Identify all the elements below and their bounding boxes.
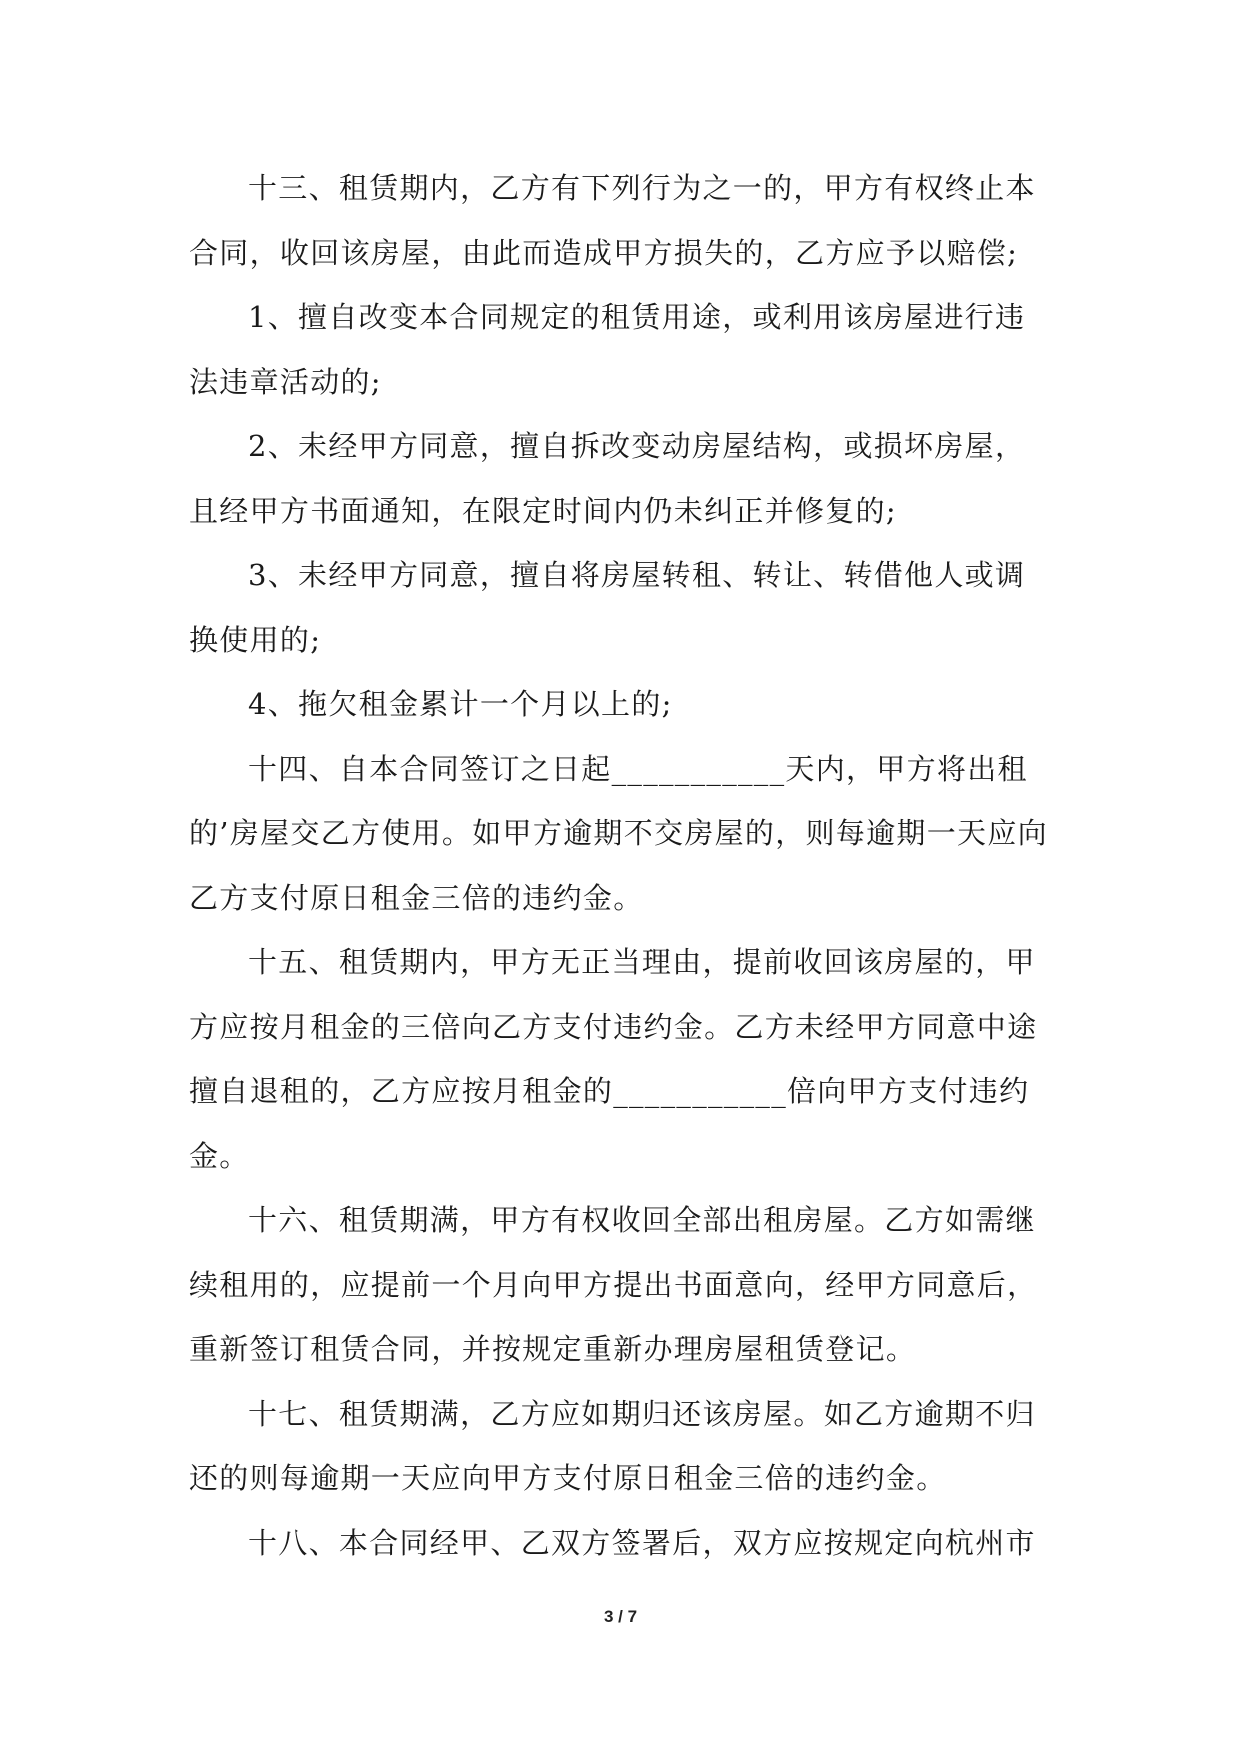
clause-13: 十三、租赁期内，乙方有下列行为之一的，甲方有权终止本合同，收回该房屋，由此而造成甲方损失的，乙方应予以赔偿;	[189, 171, 1036, 270]
clause-13-item-2: 2、未经甲方同意，擅自拆改变动房屋结构，或损坏房屋，且经甲方书面通知，在限定时间内仍未纠正并修复的;	[189, 429, 1026, 528]
clause-16: 十六、租赁期满，甲方有权收回全部出租房屋。乙方如需继续租用的，应提前一个月向甲方提出书面意向，经甲方同意后，重新签订租赁合同，并按规定重新办理房屋租赁登记。	[189, 1203, 1038, 1366]
clause-13-item-3: 3、未经甲方同意，擅自将房屋转租、转让、转借他人或调换使用的;	[189, 558, 1026, 657]
page-number: 3 / 7	[603, 1607, 638, 1626]
document-body	[189, 156, 1051, 1575]
clause-15: 十五、租赁期内，甲方无正当理由，提前收回该房屋的，甲方应按月租金的三倍向乙方支付违约金。乙方未经甲方同意中途擅自退租的，乙方应按月租金的___________倍向甲方支付违约金。	[189, 945, 1038, 1173]
clause-18: 十八、本合同经甲、乙双方签署后，双方应按规定向杭州市	[248, 1525, 1036, 1560]
clause-17: 十七、租赁期满，乙方应如期归还该房屋。如乙方逾期不归还的则每逾期一天应向甲方支付原日租金三倍的违约金。	[189, 1396, 1036, 1495]
clause-13-item-1: 1、擅自改变本合同规定的租赁用途，或利用该房屋进行违法违章活动的;	[189, 300, 1026, 399]
clause-13-item-4: 4、拖欠租金累计一个月以上的;	[248, 687, 673, 721]
clause-14: 十四、自本合同签订之日起___________天内，甲方将出租的’房屋交乙方使用。如甲方逾期不交房屋的，则每逾期一天应向乙方支付原日租金三倍的违约金。	[189, 751, 1048, 915]
